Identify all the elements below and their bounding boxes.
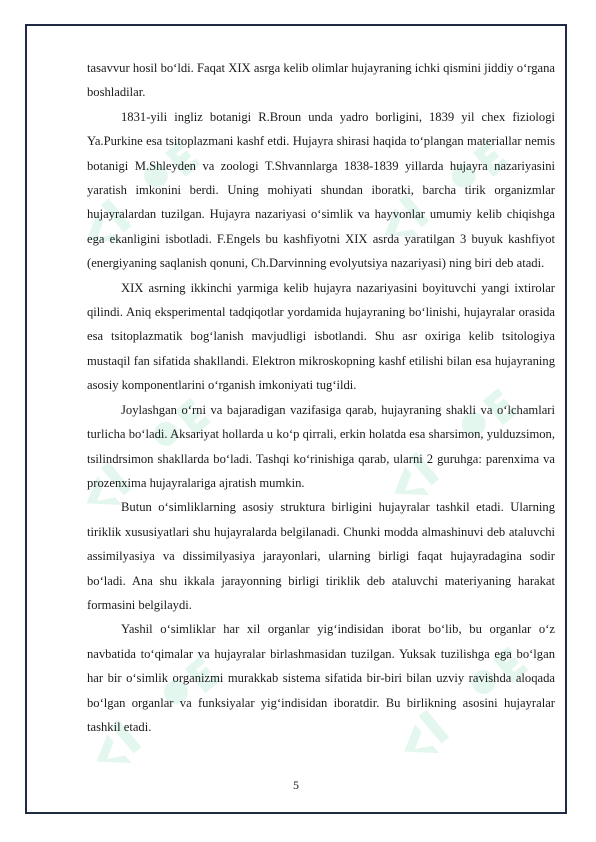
paragraph-4: Joylashgan o‘rni va bajaradigan vazifasiga qarab, hujayraning shakli va o‘lchamlari turlicha bo‘ladi. Aksariyat hollarda u ko‘p qirrali, erkin holatda esa sharsimon, yulduzsimon, tsilindrsimon shakllarda bo‘ladi. Tashqi ko‘rinishiga qarab, ularni 2 guruhga: parenxima va prozenxima hujayralariga ajratish mumkin. — [87, 402, 555, 490]
page-border — [25, 24, 567, 814]
paragraph-1: tasavvur hosil bo‘ldi. Faqat XIX asrga kelib olimlar hujayraning ichki qismini jiddiy o‘rgana boshladilar. — [87, 61, 555, 100]
paragraph-6: Yashil o‘simliklar har xil organlar yig‘indisidan iborat bo‘lib, bu organlar o‘z navbatida to‘qimalar va hujayralar birlashmasidan tuzilgan. Yuksak tuzilishga ega bo‘lgan har bir o‘simlik organizmi murakkab sistema sifatida bir-biri bilan uzviy ravishda aloqada bo‘lgan organlar va funksiyalar yig‘indisidan iboratdir. Bu birlikning asosini hujayralar tashkil etadi. — [87, 622, 555, 734]
paragraph-3: XIX asrning ikkinchi yarmiga kelib hujayra nazariyasini boyituvchi yangi ixtirolar qilindi. Aniq eksperimental tadqiqotlar yordamida hujayraning bo‘linishi, hujayralar orasida esa tsitoplazmatik bog‘lanish mavjudligi isbotlandi. Shu asr oxiriga kelib tsitologiya mustaqil fan sifatida shakllandi. Elektron mikroskopning kashf etilishi bilan esa hujayraning asosiy komponentlarini o‘rganish imkoniyati tug‘ildi. — [87, 280, 555, 393]
paragraph-2: 1831-yili ingliz botanigi R.Broun unda yadro borligini, 1839 yil chex fiziologi Ya.Purkine esa tsitoplazmani kashf etdi. Hujayra shirasi haqida to‘plangan materiallar nemis botanigi M.Shleyden va zoologi T.Shvannlarga 1838-1839 yillarda hujayra nazariyasini yaratish imkonini berdi. Uning mohiyati shundan iboratki, barcha tirik organizmlar hujayralardan tuzilgan. Hujayra nazariyasi o‘simlik va hayvonlar umumiy kelib chiqishga ega ekanligini isbotladi. F.Engels bu kashfiyotni XIX asrda yaratilgan 3 buyuk kashfiyot (energiyaning saqlanish qonuni, Ch.Darvinning evolyutsiya nazariyasi) ning biri deb atadi. — [87, 109, 555, 271]
document-body — [87, 56, 555, 739]
page-number: 5 — [293, 778, 299, 792]
paragraph-5: Butun o‘simliklarning asosiy struktura birligini hujayralar tashkil etadi. Ularning tiriklik xususiyatlari shu hujayralarda belgilanadi. Chunki modda almashinuvi deb ataluvchi assimilyasiya va dissimilyasiya jarayonlari, ularning birligi faqat hujayradagina sodir bo‘ladi. Ana shu ikkala jarayonning birligi tiriklik deb ataluvchi materiyaning harakat formasini belgilaydi. — [87, 500, 555, 612]
